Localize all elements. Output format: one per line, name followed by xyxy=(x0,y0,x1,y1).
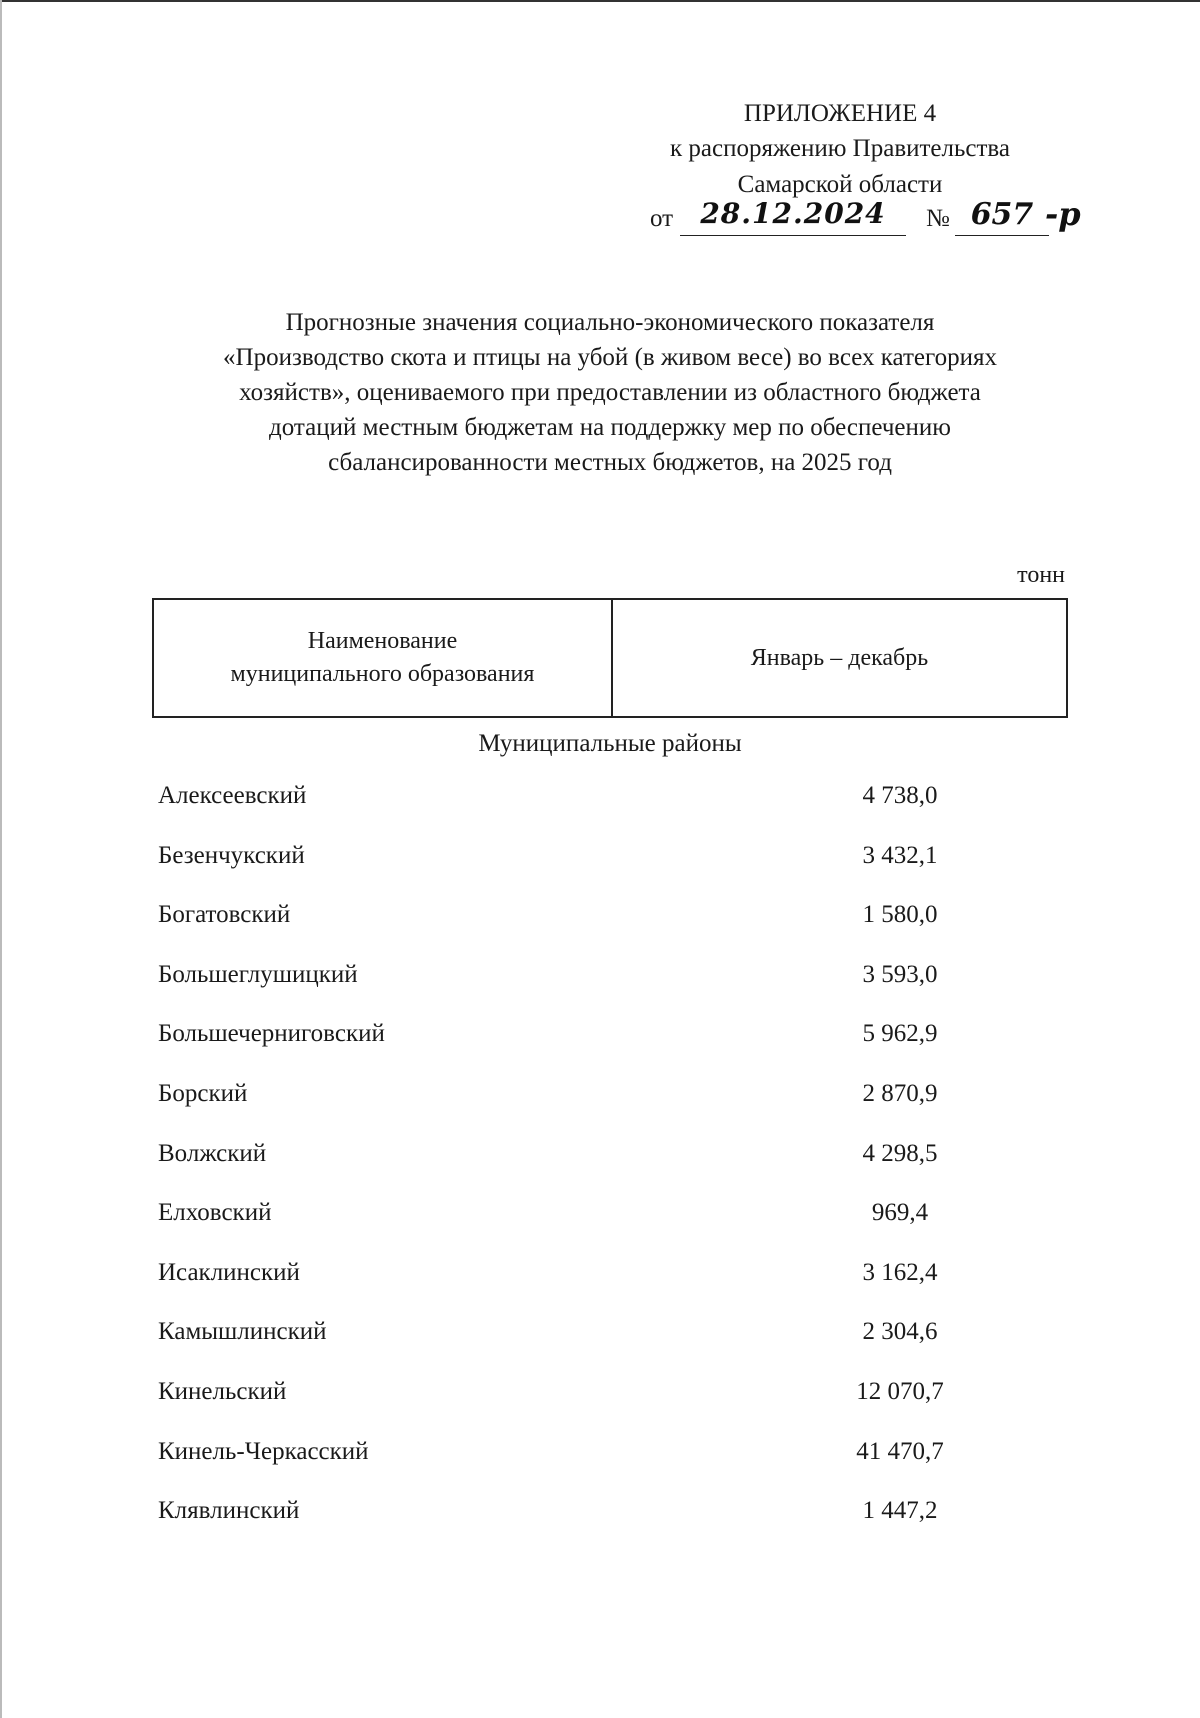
production-value: 12 070,7 xyxy=(856,1377,944,1405)
production-value: 2 304,6 xyxy=(862,1318,938,1346)
municipality-name: Богатовский xyxy=(158,901,291,929)
table-row xyxy=(158,772,1078,832)
table-row xyxy=(158,891,1078,951)
title-line: хозяйств», оцениваемого при предоставлении из областного бюджета xyxy=(239,379,981,406)
municipality-name: Алексеевский xyxy=(158,782,307,809)
title-line: Прогнозные значения социально-экономического показателя xyxy=(285,309,935,336)
unit-label: тонн xyxy=(1017,562,1065,588)
municipality-name: Большеглушицкий xyxy=(158,960,358,988)
table-row xyxy=(158,832,1078,892)
table-row xyxy=(158,1249,1078,1309)
production-value: 2 870,9 xyxy=(862,1079,938,1107)
header-cell-period: Январь – декабрь xyxy=(750,644,929,671)
municipality-name: Кинельский xyxy=(158,1377,287,1405)
scan-left-edge xyxy=(0,0,2,1718)
table-header xyxy=(152,598,1068,718)
order-reference xyxy=(650,197,1100,243)
order-number-suffix: -р xyxy=(1045,195,1081,233)
municipality-name: Борский xyxy=(158,1079,248,1107)
production-value: 1 447,2 xyxy=(862,1497,938,1525)
production-value: 4 298,5 xyxy=(862,1139,938,1167)
scan-top-edge xyxy=(0,0,1200,2)
title-line: дотаций местным бюджетам на поддержку мер по обеспечению xyxy=(269,414,951,441)
municipality-name: Безенчукский xyxy=(158,841,305,869)
municipality-name: Елховский xyxy=(158,1199,272,1227)
appendix-title: ПРИЛОЖЕНИЕ 4 xyxy=(743,100,937,127)
production-value: 3 162,4 xyxy=(862,1258,938,1286)
production-value: 4 738,0 xyxy=(862,782,938,809)
production-value: 3 432,1 xyxy=(862,841,938,869)
appendix-subtitle: к распоряжению Правительства xyxy=(669,135,1010,162)
header-name-line: Наименование xyxy=(307,628,458,654)
municipality-name: Камышлинский xyxy=(158,1318,327,1346)
order-number-label: № xyxy=(926,205,950,232)
table-row xyxy=(158,1189,1078,1249)
production-value: 41 470,7 xyxy=(856,1437,944,1465)
table-row xyxy=(158,1010,1078,1070)
municipality-name: Кинель-Черкасский xyxy=(158,1437,369,1465)
document-title xyxy=(140,305,1080,480)
table-row xyxy=(158,1308,1078,1368)
title-line: «Производство скота и птицы на убой (в живом весе) во всех категориях xyxy=(223,344,997,371)
header-cell-name xyxy=(154,600,613,716)
production-value: 5 962,9 xyxy=(862,1020,938,1048)
municipality-name: Клявлинский xyxy=(158,1497,300,1525)
table-row xyxy=(158,1487,1078,1547)
data-table-body xyxy=(158,772,1078,1547)
table-row xyxy=(158,1428,1078,1488)
production-value: 3 593,0 xyxy=(862,960,938,988)
municipality-name: Исаклинский xyxy=(158,1258,300,1286)
municipality-name: Большечерниговский xyxy=(158,1020,385,1048)
municipality-name: Волжский xyxy=(158,1139,267,1167)
table-row xyxy=(158,1070,1078,1130)
table-row xyxy=(158,951,1078,1011)
table-row xyxy=(158,1368,1078,1428)
title-line: сбалансированности местных бюджетов, на 2025 год xyxy=(328,449,892,476)
order-number-handwritten: 657 xyxy=(955,197,1049,236)
appendix-region: Самарской области xyxy=(737,171,943,198)
production-value: 969,4 xyxy=(871,1199,929,1227)
order-from-label: от xyxy=(650,205,674,232)
table-row xyxy=(158,1130,1078,1190)
section-title: Муниципальные районы xyxy=(478,730,742,757)
order-date-handwritten: 28.12.2024 xyxy=(680,197,906,236)
production-value: 1 580,0 xyxy=(862,901,938,929)
header-name-line: муниципального образования xyxy=(230,661,535,687)
